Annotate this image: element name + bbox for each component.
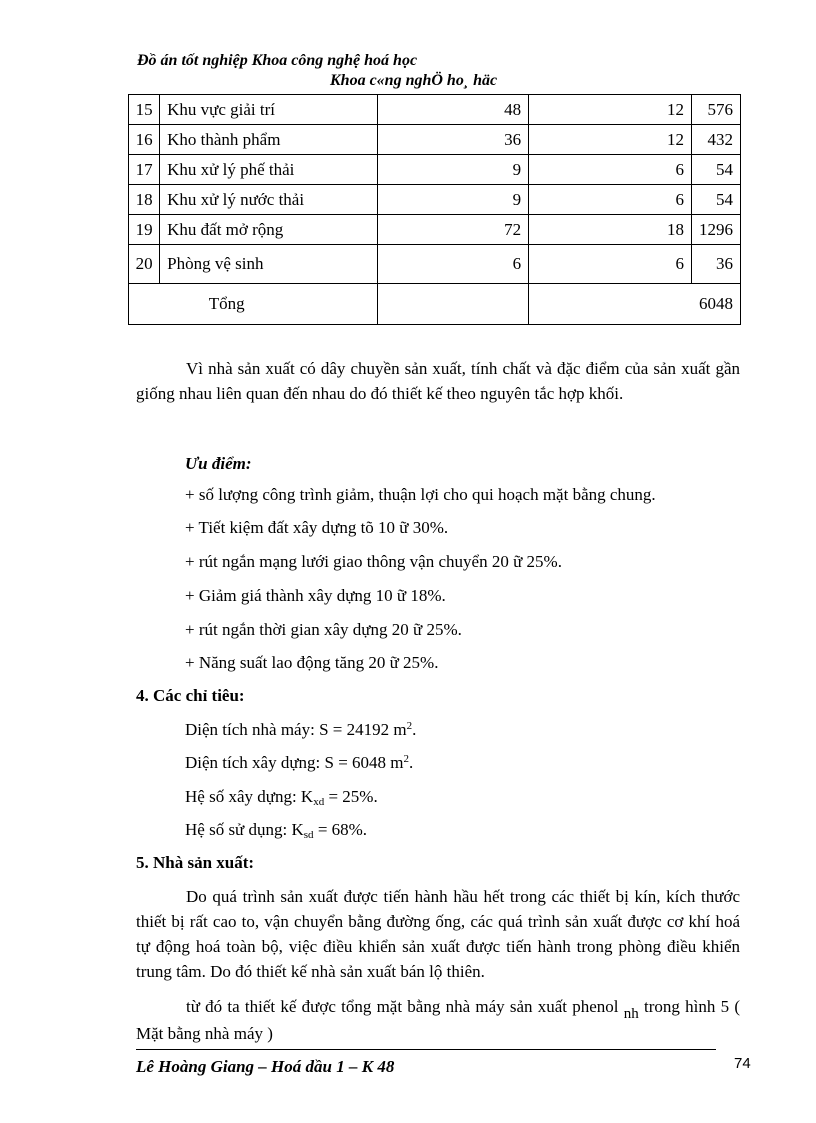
- row-area: 36: [692, 245, 741, 284]
- total-empty-cell: [378, 284, 529, 325]
- table-row: [129, 95, 741, 125]
- row-width: 12: [529, 125, 692, 155]
- row-name: Khu xử lý nước thải: [160, 185, 378, 215]
- row-width: 6: [529, 245, 692, 284]
- row-length: 48: [378, 95, 529, 125]
- advantage-item: + rút ngắn mạng lưới giao thông vận chuyển 20 ữ 25%.: [185, 552, 562, 571]
- use-coefficient-subscript: sd: [303, 829, 314, 841]
- section-5-paragraph-2: [136, 994, 740, 1046]
- table-row: [129, 125, 741, 155]
- intro-paragraph: Vì nhà sản xuất có dây chuyền sản xuất, tính chất và đặc điểm của sản xuất gần giống nhau liên quan đến nhau do đó thiết kế theo nguyên tắc hợp khối.: [136, 359, 740, 403]
- build-coefficient-label: Hệ số xây dựng: K: [185, 787, 314, 806]
- paragraph-2-subscript: nh: [623, 1006, 639, 1022]
- row-number: 19: [129, 215, 160, 245]
- advantage-item: + Tiết kiệm đất xây dựng tõ 10 ữ 30%.: [185, 518, 449, 537]
- row-number: 18: [129, 185, 160, 215]
- section-4-title: 4. Các chỉ tiêu:: [136, 686, 245, 705]
- factory-area-end: .: [412, 720, 417, 739]
- row-name: Khu vực giải trí: [160, 95, 378, 125]
- row-width: 6: [529, 185, 692, 215]
- section-5-paragraph-1: Do quá trình sản xuất được tiến hành hầu hết trong các thiết bị kín, kích thước thiết bị rất cao to, vận chuyển bằng đường ống, các quá trình sản xuất được cơ khí hoá tự động hoá toàn bộ, việc điều khiển sản xuất được tiến hành trong phòng điều khiển trung tâm. Do đó thiết kế nhà sản xuất bán lộ thiên.: [136, 887, 740, 981]
- factory-area-label: Diện tích nhà máy: S = 24192 m: [185, 720, 407, 739]
- row-area: 54: [692, 155, 741, 185]
- row-name: Khu đất mở rộng: [160, 215, 378, 245]
- factory-area-line: [185, 720, 416, 740]
- advantage-item: + số lượng công trình giảm, thuận lợi cho qui hoạch mặt bằng chung.: [185, 485, 656, 504]
- row-length: 9: [378, 185, 529, 215]
- row-name: Khu xử lý phế thải: [160, 155, 378, 185]
- row-length: 36: [378, 125, 529, 155]
- row-area: 432: [692, 125, 741, 155]
- row-area: 54: [692, 185, 741, 215]
- page-number: 74: [734, 1055, 751, 1072]
- paragraph-2-text-end: trong hình 5 ( Mặt bằng nhà máy ): [136, 997, 740, 1043]
- row-width: 12: [529, 95, 692, 125]
- section-5-title: 5. Nhà sản xuất:: [136, 853, 255, 872]
- table-row: [129, 245, 741, 284]
- build-area-unit-exponent: 2: [403, 753, 410, 765]
- table-row: [129, 185, 741, 215]
- row-name: Kho thành phẩm: [160, 125, 378, 155]
- factory-area-unit-exponent: 2: [406, 720, 413, 732]
- advantage-item: + Giảm giá thành xây dựng 10 ữ 18%.: [185, 586, 446, 605]
- footer-author: Lê Hoàng Giang – Hoá dầu 1 – K 48: [136, 1057, 395, 1076]
- advantages-heading: Ưu điểm:: [185, 454, 252, 473]
- use-coefficient-line: [185, 820, 367, 840]
- build-coefficient-subscript: xd: [313, 796, 325, 808]
- row-length: 6: [378, 245, 529, 284]
- total-value: 6048: [529, 284, 741, 325]
- build-coefficient-line: [185, 787, 378, 807]
- area-table: [128, 94, 741, 325]
- row-length: 72: [378, 215, 529, 245]
- row-name: Phòng vệ sinh: [160, 245, 378, 284]
- build-area-end: .: [409, 753, 414, 772]
- use-coefficient-label: Hệ số sử dụng: K: [185, 820, 304, 839]
- row-width: 6: [529, 155, 692, 185]
- row-width: 18: [529, 215, 692, 245]
- table-row: [129, 215, 741, 245]
- document-header-title: Đồ án tốt nghiệp Khoa công nghệ hoá học: [137, 52, 418, 69]
- row-area: 576: [692, 95, 741, 125]
- use-coefficient-value: = 68%.: [313, 820, 368, 839]
- build-coefficient-value: = 25%.: [324, 787, 378, 806]
- paragraph-2-text: từ đó ta thiết kế được tổng mặt bằng nhà máy sản xuất phenol: [186, 997, 619, 1016]
- row-area: 1296: [692, 215, 741, 245]
- row-number: 15: [129, 95, 160, 125]
- document-header-subtitle: Khoa c«ng nghÖ ho¸ häc: [330, 72, 498, 89]
- advantage-item: + rút ngắn thời gian xây dựng 20 ữ 25%.: [185, 620, 462, 639]
- row-number: 17: [129, 155, 160, 185]
- total-label: Tổng: [129, 284, 378, 325]
- advantage-item: + Năng suất lao động tăng 20 ữ 25%.: [185, 653, 439, 672]
- build-area-label: Diện tích xây dựng: S = 6048 m: [185, 753, 404, 772]
- row-number: 20: [129, 245, 160, 284]
- table-row: [129, 155, 741, 185]
- build-area-line: [185, 753, 413, 773]
- table-total-row: [129, 284, 741, 325]
- row-number: 16: [129, 125, 160, 155]
- footer-divider: [136, 1049, 716, 1050]
- row-length: 9: [378, 155, 529, 185]
